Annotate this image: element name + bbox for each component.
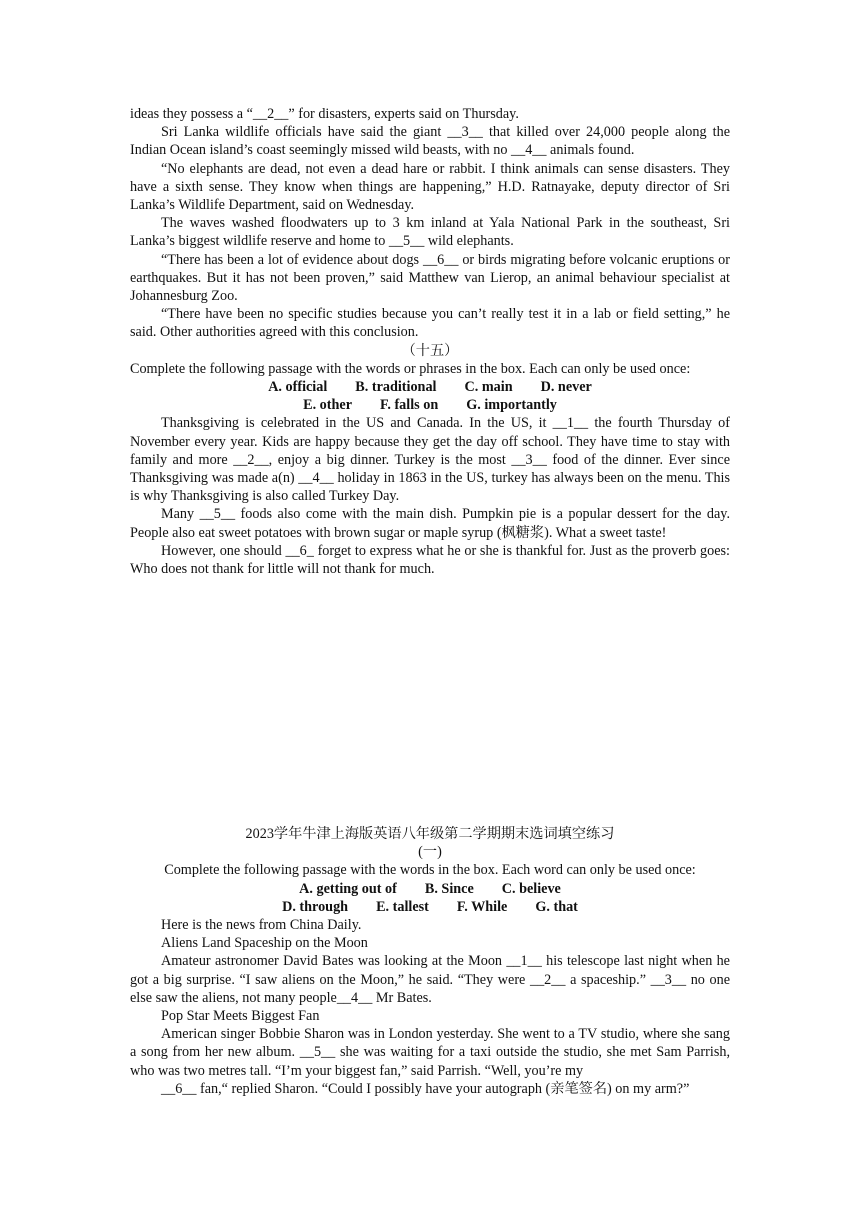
- option: E. tallest: [376, 898, 429, 915]
- paragraph: Thanksgiving is celebrated in the US and Canada. In the US, it __1__ the fourth Thursday of November every year. Kids are happy because they get the day off school. They have time to stay with family and more __2__, enjoy a big dinner. Turkey is the most __3__ food of the dinner. Ever since Thanksgiving was made a(n) __4__ holiday in 1863 in the US, turkey has always been on the menu. This is why Thanksgiving is also called Turkey Day.: [130, 415, 730, 505]
- paragraph: Amateur astronomer David Bates was looking at the Moon __1__ his telescope last night when he got a big surprise. “I saw aliens on the Moon,” he said. “They were __2__ a spaceship.” __3__ no one else saw the aliens, not many people__4__ Mr Bates.: [130, 953, 730, 1006]
- option: B. Since: [424, 880, 474, 897]
- option: B. traditional: [355, 379, 437, 396]
- option: D. through: [282, 898, 349, 915]
- paragraph: “No elephants are dead, not even a dead hare or rabbit. I think animals can sense disasters. They have a sixth sense. They know when things are happening,” H.D. Ratnayake, deputy director of Sri Lanka’s Wildlife Department, said on Wednesday.: [130, 160, 730, 214]
- options-row: [130, 378, 730, 396]
- section-heading: （十五）: [401, 342, 459, 359]
- option: C. believe: [501, 880, 561, 897]
- option: F. falls on: [380, 397, 439, 414]
- paragraph: “There has been a lot of evidence about dogs __6__ or birds migrating before volcanic eruptions or earthquakes. But it has not been proven,” said Matthew van Lierop, an animal behaviour specialist at Johannesburg Zoo.: [130, 251, 730, 305]
- option: A. getting out of: [299, 880, 397, 897]
- option: G. that: [535, 898, 578, 915]
- page-title: 2023学年牛津上海版英语八年级第二学期期末选词填空练习: [245, 826, 615, 842]
- options-row: [130, 880, 730, 898]
- section-heading: (一): [418, 844, 442, 861]
- option: D. never: [540, 379, 592, 396]
- option: E. other: [303, 397, 352, 414]
- options-row: [130, 898, 730, 916]
- paragraph: __6__ fan,“ replied Sharon. “Could I possibly have your autograph (亲笔签名) on my arm?”: [161, 1080, 690, 1097]
- paragraph: Here is the news from China Daily.: [161, 917, 362, 934]
- instruction: Complete the following passage with the words in the box. Each word can only be used once:: [164, 862, 696, 879]
- option: C. main: [464, 379, 513, 396]
- passage-block-top: [130, 105, 730, 578]
- paragraph: ideas they possess a “__2__” for disasters, experts said on Thursday.: [130, 106, 519, 122]
- paragraph: Aliens Land Spaceship on the Moon: [161, 935, 368, 952]
- option: A. official: [268, 379, 328, 396]
- paragraph: The waves washed floodwaters up to 3 km inland at Yala National Park in the southeast, Sri Lanka’s biggest wildlife reserve and home to __5__ wild elephants.: [130, 215, 730, 250]
- paragraph: Sri Lanka wildlife officials have said the giant __3__ that killed over 24,000 people along the Indian Ocean island’s coast seemingly missed wild beasts, with no __4__ animals found.: [130, 124, 730, 159]
- options-row: [130, 396, 730, 414]
- option: F. While: [456, 898, 508, 915]
- paragraph: However, one should __6_ forget to express what he or she is thankful for. Just as the proverb goes: Who does not thank for little will not thank for much.: [130, 542, 730, 578]
- option: G. importantly: [466, 397, 557, 414]
- paragraph: American singer Bobbie Sharon was in London yesterday. She went to a TV studio, where she sang a song from her new album. __5__ she was waiting for a taxi outside the studio, she met Sam Parrish, who was two metres tall. “I’m your biggest fan,” said Parrish. “Well, you’re my: [130, 1026, 730, 1079]
- paragraph: Pop Star Meets Biggest Fan: [161, 1008, 320, 1025]
- paragraph: “There have been no specific studies because you can’t really test it in a lab or field setting,” he said. Other authorities agreed with this conclusion.: [130, 306, 730, 341]
- instruction: Complete the following passage with the words or phrases in the box. Each can only be used once:: [130, 360, 691, 377]
- passage-block-bottom: [130, 825, 730, 1098]
- paragraph: Many __5__ foods also come with the main dish. Pumpkin pie is a popular dessert for the day. People also eat sweet potatoes with brown sugar or maple syrup (枫糖浆). What a sweet taste!: [130, 506, 730, 541]
